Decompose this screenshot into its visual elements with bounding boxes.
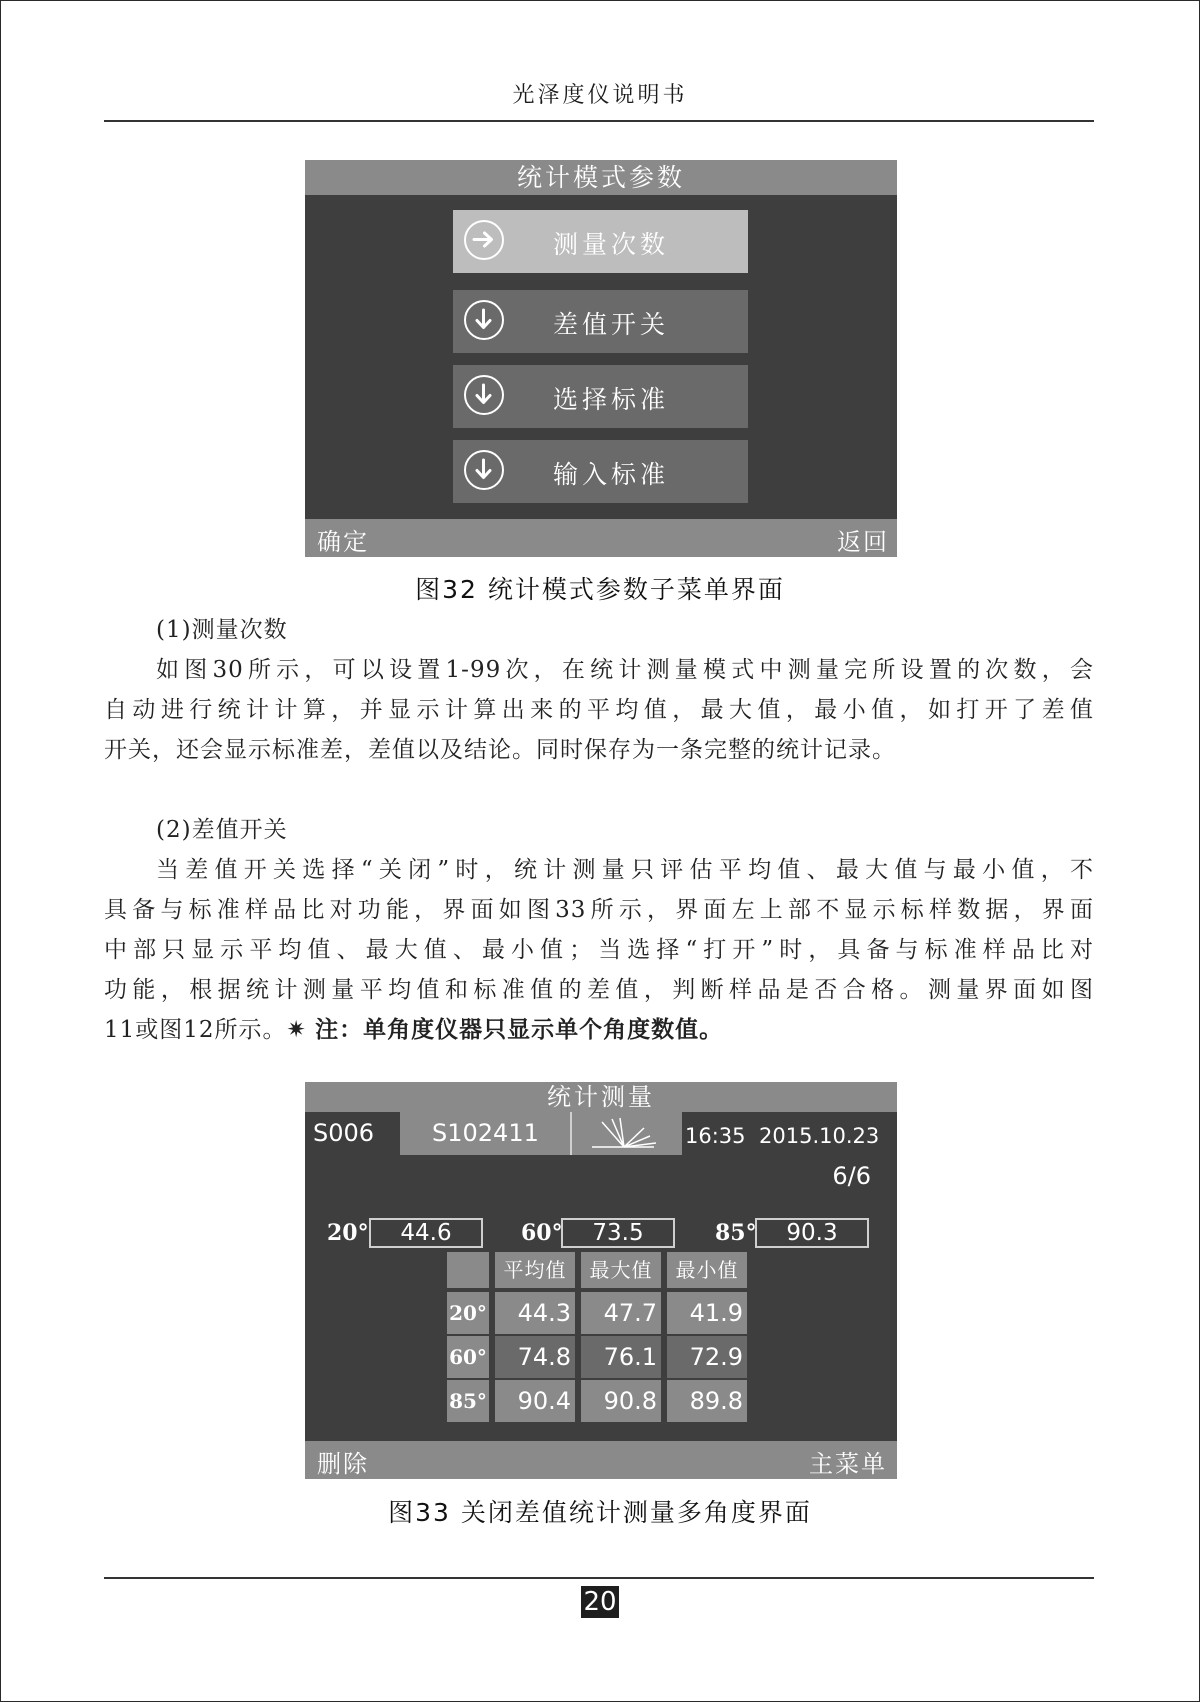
record-id-cell — [305, 1112, 400, 1155]
table-cell: 90.8 — [581, 1380, 661, 1422]
table-cell: 89.8 — [667, 1380, 747, 1422]
page-number: 20 — [581, 1586, 619, 1618]
paragraph-line: 开关，还会显示标准差，差值以及结论。同时保存为一条完整的统计记录。 — [104, 737, 896, 763]
table-cell: 90.4 — [495, 1380, 575, 1422]
paragraph-line — [104, 1010, 1094, 1050]
figure-caption: 图32 统计模式参数子菜单界面 — [415, 575, 785, 604]
menu-item-label: 输入标准 — [553, 460, 670, 489]
screen-title: 统计模式参数 — [305, 160, 897, 195]
menu-item-diff-switch[interactable] — [453, 290, 748, 353]
date: 2015.10.23 — [759, 1124, 880, 1148]
menu-item-label: 差值开关 — [553, 310, 670, 339]
main-menu-softkey[interactable]: 主菜单 — [809, 1450, 887, 1478]
angle-label: 60° — [521, 1220, 563, 1246]
paragraph-line: 功能，根据统计测量平均值和标准值的差值，判断样品是否合格。测量界面如图 — [104, 977, 1094, 1003]
status-row — [305, 1112, 897, 1155]
back-softkey[interactable]: 返回 — [837, 528, 889, 556]
measurement-count: 6/6 — [832, 1162, 871, 1190]
paragraph-line: 具备与标准样品比对功能，界面如图33所示，界面左上部不显示标样数据，界面 — [104, 897, 1094, 923]
menu-item-label: 选择标准 — [553, 385, 670, 414]
stat-measure-screen — [305, 1082, 897, 1479]
table-cell: 41.9 — [667, 1292, 747, 1334]
sample-id: S102411 — [432, 1119, 539, 1147]
record-id: S006 — [313, 1119, 375, 1147]
table-header: 最大值 — [581, 1252, 661, 1288]
angle-label: 20° — [327, 1220, 369, 1246]
table-cell: 47.7 — [581, 1292, 661, 1334]
menu-item-label: 测量次数 — [553, 230, 670, 259]
paragraph-line: 如图30所示，可以设置1-99次，在统计测量模式中测量完所设置的次数，会 — [156, 657, 1094, 683]
screen-footer — [305, 519, 897, 557]
time: 16:35 — [685, 1124, 746, 1148]
arrow-down-circle-icon — [464, 450, 504, 490]
stat-params-screen — [305, 160, 897, 557]
angle-label: 85° — [715, 1220, 757, 1246]
paragraph-text: 11或图12所示。 — [104, 1017, 287, 1043]
reading-value: 73.5 — [561, 1218, 675, 1248]
arrow-down-circle-icon — [464, 375, 504, 415]
screen-title: 统计测量 — [305, 1082, 897, 1112]
note-mark-icon: ✷ — [286, 1017, 307, 1043]
table-row-angle: 20° — [447, 1292, 489, 1334]
menu-item-measure-count[interactable] — [453, 210, 748, 273]
table-header: 平均值 — [495, 1252, 575, 1288]
note-text: 注：单角度仪器只显示单个角度数值。 — [315, 1017, 724, 1043]
arrow-right-circle-icon — [464, 220, 504, 260]
table-cell: 44.3 — [495, 1292, 575, 1334]
footer-rule — [104, 1577, 1094, 1579]
paragraph-line: 当差值开关选择“关闭”时，统计测量只评估平均值、最大值与最小值，不 — [156, 857, 1094, 883]
table-corner — [447, 1252, 489, 1288]
measurement-angles-icon — [590, 1116, 660, 1150]
table-row-angle: 60° — [447, 1336, 489, 1378]
table-header: 最小值 — [667, 1252, 747, 1288]
table-cell: 74.8 — [495, 1336, 575, 1378]
section-heading: (2)差值开关 — [156, 817, 288, 843]
arrow-down-circle-icon — [464, 300, 504, 340]
figure-caption: 图33 关闭差值统计测量多角度界面 — [388, 1498, 812, 1527]
confirm-softkey[interactable]: 确定 — [317, 528, 369, 556]
sample-id-cell[interactable] — [400, 1112, 570, 1155]
angle-diagram-cell — [570, 1112, 682, 1155]
table-row-angle: 85° — [447, 1380, 489, 1422]
paragraph-line: 自动进行统计计算，并显示计算出来的平均值，最大值，最小值，如打开了差值 — [104, 697, 1094, 723]
section-diff-switch — [104, 810, 1094, 1050]
running-header: 光泽度仪说明书 — [512, 83, 688, 108]
table-cell: 72.9 — [667, 1336, 747, 1378]
menu-item-select-standard[interactable] — [453, 365, 748, 428]
reading-value: 90.3 — [755, 1218, 869, 1248]
reading-value: 44.6 — [369, 1218, 483, 1248]
section-measure-count — [104, 610, 1094, 770]
screen-footer — [305, 1441, 897, 1479]
section-heading: (1)测量次数 — [156, 617, 288, 643]
paragraph-line: 中部只显示平均值、最大值、最小值；当选择“打开”时，具备与标准样品比对 — [104, 937, 1094, 963]
menu-item-input-standard[interactable] — [453, 440, 748, 503]
delete-softkey[interactable]: 删除 — [317, 1450, 369, 1478]
header-rule — [104, 120, 1094, 122]
table-cell: 76.1 — [581, 1336, 661, 1378]
